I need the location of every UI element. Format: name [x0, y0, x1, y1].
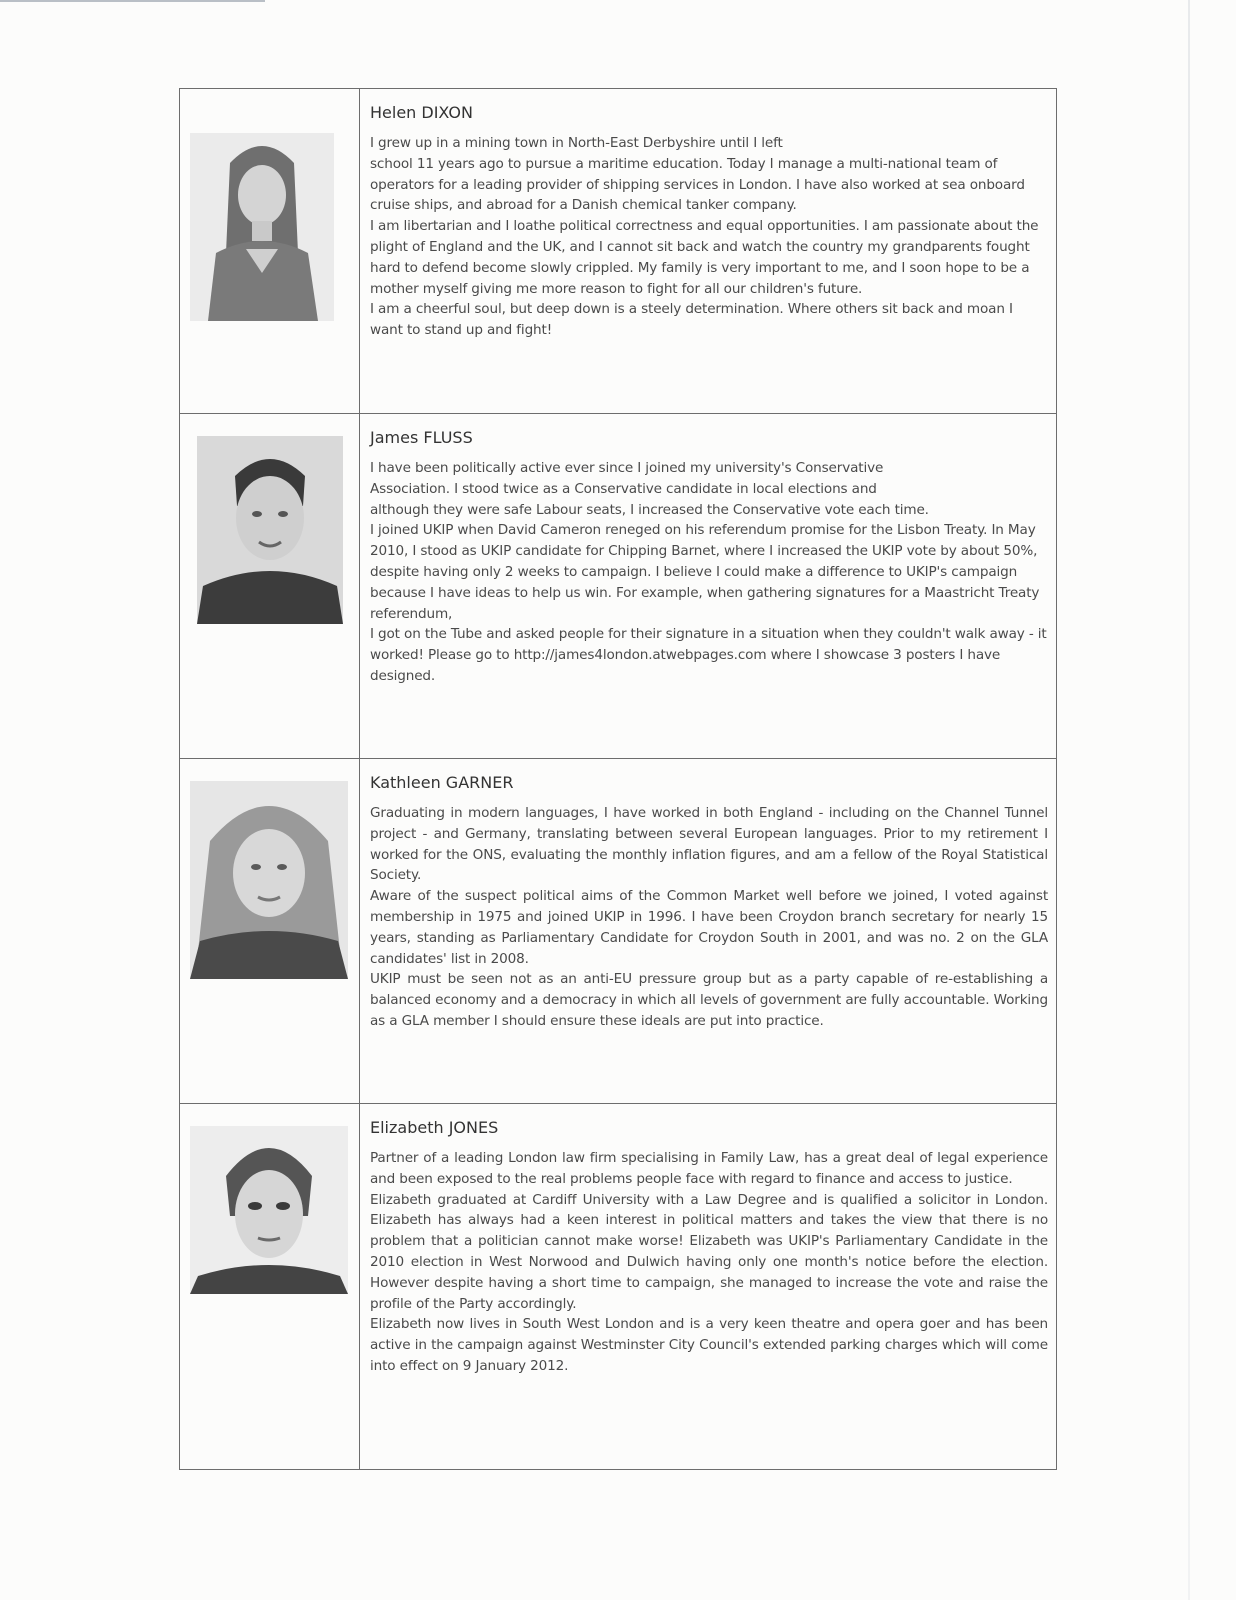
scan-edge-shadow: [1188, 0, 1190, 1600]
photo-cell: [180, 1104, 360, 1469]
candidate-name: James FLUSS: [370, 428, 473, 447]
bio-cell: [360, 89, 1056, 413]
photo-cell: [180, 414, 360, 758]
scan-edge-line: [0, 0, 265, 2]
candidates-table: [179, 88, 1057, 1470]
candidate-row: [179, 758, 1057, 1103]
bio-cell: [360, 759, 1056, 1103]
candidate-bio: [370, 133, 1048, 341]
candidate-name: Elizabeth JONES: [370, 1118, 499, 1137]
bio-paragraph: I grew up in a mining town in North-East Derbyshire until I left: [370, 135, 783, 151]
candidate-bio: [370, 803, 1048, 1032]
candidate-row: [179, 413, 1057, 758]
candidate-bio: [370, 458, 1048, 687]
bio-paragraph: Elizabeth graduated at Cardiff University with a Law Degree and is qualified a solicitor in London. Elizabeth has always had a keen interest in political matters and takes the view that there is no problem that a politician cannot make worse! Elizabeth was UKIP's Parliamentary Candidate in the 2010 election in West Norwood and Dulwich having only one month's notice before the election. However despite having a short time to campaign, she managed to increase the vote and raise the profile of the Party accordingly.: [370, 1191, 1048, 1312]
bio-paragraph: Association. I stood twice as a Conservative candidate in local elections and: [370, 480, 877, 497]
candidate-name: Helen DIXON: [370, 103, 473, 122]
bio-paragraph: Aware of the suspect political aims of the Common Market well before we joined, I voted against membership in 1975 and joined UKIP in 1996. I have been Croydon branch secretary for nearly 15 years, standing as Parliamentary Candidate for Croydon South in 2001, and was no. 2 on the GLA candidates' list in 2008.: [370, 888, 1048, 967]
portrait-photo-icon: [190, 781, 348, 979]
bio-paragraph: I have been politically active ever since I joined my university's Conservative: [370, 460, 884, 476]
photo-cell: [180, 759, 360, 1103]
bio-paragraph: Partner of a leading London law firm specialising in Family Law, has a great deal of legal experience and been exposed to the real problems people face with regard to finance and access to justice.: [370, 1150, 1048, 1187]
bio-paragraph: I am a cheerful soul, but deep down is a steely determination. Where others sit back and moan I want to stand up and fight!: [370, 301, 1013, 339]
candidate-bio: [370, 1148, 1048, 1377]
bio-paragraph: I joined UKIP when David Cameron reneged on his referendum promise for the Lisbon Treaty. In May 2010, I stood as UKIP candidate for Chipping Barnet, where I increased the UKIP vote by about 50%, despite having only 2 weeks to campaign. I believe I could make a difference to UKIP's campaign because I have ideas to help us win. For example, when gathering signatures for a Maastricht Treaty referendum,: [370, 522, 1040, 622]
bio-paragraph: Elizabeth now lives in South West London and is a very keen theatre and opera goer and has been active in the campaign against Westminster City Council's extended parking charges which will come into effect on 9 January 2012.: [370, 1316, 1048, 1374]
bio-paragraph: UKIP must be seen not as an anti-EU pressure group but as a party capable of re-establishing a balanced economy and a democracy in which all levels of government are fully accountable. Working as a GLA member I should ensure these ideals are put into practice.: [370, 971, 1048, 1029]
bio-paragraph: I am libertarian and I loathe political correctness and equal opportunities. I am passionate about the plight of England and the UK, and I cannot sit back and watch the country my grandparents fought hard to defend become slowly crippled. My family is very important to me, and I soon hope to be a mother myself giving me more reason to fight for all our children's future.: [370, 218, 1039, 297]
candidate-row: [179, 1103, 1057, 1470]
portrait-photo-icon: [190, 1126, 348, 1294]
portrait-photo-icon: [190, 133, 334, 321]
photo-cell: [180, 89, 360, 413]
bio-paragraph: school 11 years ago to pursue a maritime education. Today I manage a multi-national team of operators for a leading provider of shipping services in London. I have also worked at sea onboard cruise ships, and abroad for a Danish chemical tanker company.: [370, 155, 1025, 214]
bio-paragraph: Graduating in modern languages, I have worked in both England - including on the Channel Tunnel project - and Germany, translating between several European languages. Prior to my retirement I worked for the ONS, evaluating the monthly inflation figures, and am a fellow of the Royal Statistical Society.: [370, 805, 1048, 884]
candidate-row: [179, 88, 1057, 413]
bio-paragraph: although they were safe Labour seats, I increased the Conservative vote each time.: [370, 501, 929, 518]
bio-cell: [360, 414, 1056, 758]
bio-paragraph: I got on the Tube and asked people for their signature in a situation when they couldn't walk away - it worked! Please go to http://james4london.atwebpages.com where I showcase 3 posters I have designed.: [370, 626, 1047, 684]
candidate-name: Kathleen GARNER: [370, 773, 514, 792]
portrait-photo-icon: [197, 436, 343, 624]
bio-cell: [360, 1104, 1056, 1469]
